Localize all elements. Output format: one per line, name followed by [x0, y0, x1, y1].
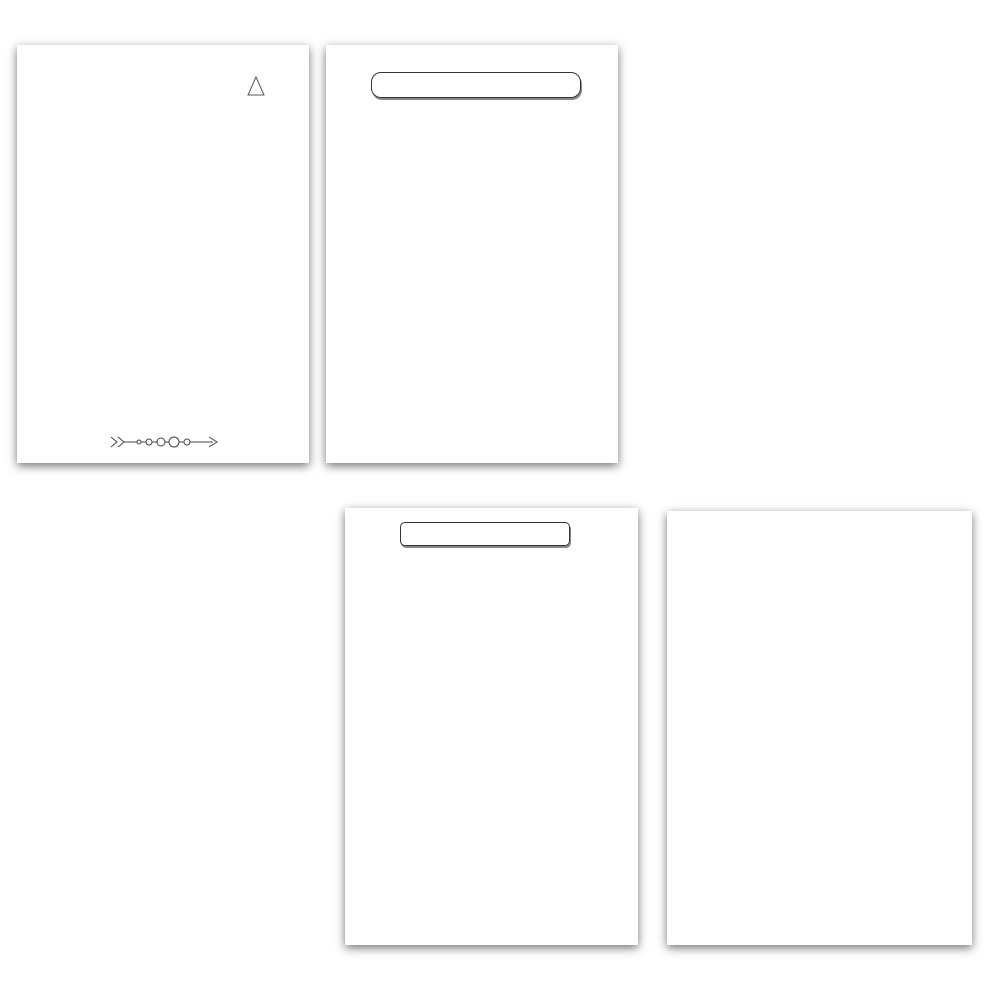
annual-page-left — [345, 508, 638, 945]
annual-page-right — [667, 511, 972, 945]
emf-logo — [245, 75, 281, 111]
books-list-title — [371, 72, 581, 98]
annual-page-title — [400, 522, 570, 546]
arrow-divider-icon — [109, 435, 221, 449]
books-list-page — [326, 45, 618, 463]
calendar-page — [17, 45, 309, 463]
